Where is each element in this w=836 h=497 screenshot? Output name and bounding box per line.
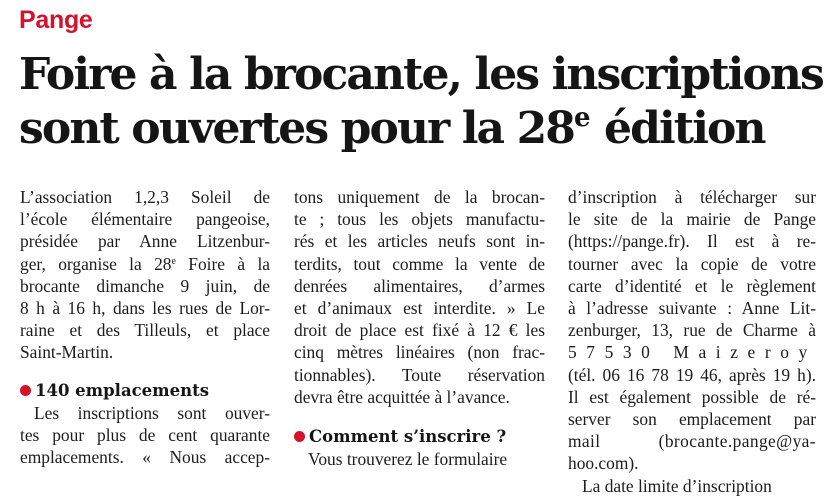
- body-line: d’inscription à télécharger sur: [568, 187, 816, 207]
- red-bullet-icon: [294, 431, 305, 442]
- body-line: te ; tous les objets manufactu-: [294, 209, 545, 230]
- body-line: terdits, tout comme la vente de: [294, 253, 545, 274]
- body-line: brocante dimanche 9 juin, de: [20, 275, 270, 296]
- article-column-2: [294, 186, 545, 470]
- red-bullet-icon: [20, 385, 31, 396]
- body-line: server son emplacement par: [568, 409, 816, 430]
- body-line: tourner avec la copie de votre: [568, 253, 816, 274]
- body-line: (tél. 06 16 78 19 46, après 19 h).: [568, 364, 816, 385]
- subheading-text: Comment s’inscrire ?: [309, 427, 507, 447]
- body-line: hoo.com).: [568, 453, 639, 474]
- headline-line-2-end: édition: [590, 103, 765, 154]
- subheading-text: 140 emplacements: [35, 380, 210, 400]
- body-line: rés et les articles neufs sont in-: [294, 231, 545, 252]
- body-line: Il est également possible de ré-: [568, 386, 816, 407]
- body-line: Les inscriptions sont ouver-: [34, 402, 270, 423]
- ordinal-suffix: e: [171, 255, 176, 267]
- body-line: droit de place est fixé à 12 € les: [294, 320, 545, 341]
- body-line: raine et des Tilleuls, et place: [20, 320, 270, 341]
- body-line: et d’animaux est interdite. » Le: [294, 298, 545, 319]
- body-line: [20, 253, 270, 275]
- body-text: ger, organise la 28: [20, 253, 172, 274]
- body-line: Saint-Martin.: [20, 342, 114, 363]
- body-line: carte d’identité et le règlement: [568, 275, 816, 296]
- subheading: [20, 380, 270, 402]
- body-line: devra être acquittée à l’avance.: [294, 386, 510, 407]
- section-kicker: Pange: [19, 6, 93, 34]
- headline-ordinal-suffix: e: [574, 103, 591, 133]
- subheading: [294, 426, 545, 448]
- body-line: tionnables). Toute réservation: [294, 364, 545, 385]
- body-line: tons uniquement de la brocan-: [294, 187, 545, 207]
- article-column-3: [568, 186, 816, 497]
- body-line: 8 h à 16 h, dans les rues de Lor-: [20, 298, 270, 319]
- body-line: L’association 1,2,3 Soleil de: [20, 187, 270, 207]
- body-line: (https://pange.fr). Il est à re-: [568, 231, 816, 252]
- headline-line-2: [19, 102, 829, 156]
- body-line: tes pour plus de cent quarante: [20, 424, 270, 445]
- headline-line-2-text: sont ouvertes pour la 28: [19, 103, 575, 154]
- body-line: cinq mètres linéaires (non frac-: [294, 342, 545, 363]
- body-line: à l’adresse suivante : Anne Lit-: [568, 298, 816, 319]
- body-text: Foire à la: [175, 253, 270, 274]
- body-line: denrées alimentaires, d’armes: [294, 275, 545, 296]
- body-line: emplacements. « Nous accep-: [20, 447, 270, 468]
- body-line: Vous trouverez le formulaire: [308, 449, 508, 470]
- article-column-1: [20, 186, 270, 468]
- body-line: zenburger, 13, rue de Charme à: [568, 320, 816, 341]
- body-line: mail (brocante.pange@ya-: [568, 431, 816, 452]
- body-line: le site de la mairie de Pange: [568, 209, 816, 230]
- body-line: 57530 Maizeroy: [568, 342, 817, 363]
- body-line: l’école élémentaire pangeoise,: [20, 209, 270, 230]
- article-headline: [19, 48, 829, 156]
- body-line: La date limite d’inscription: [582, 475, 772, 496]
- body-line: présidée par Anne Litzenbur-: [20, 231, 270, 252]
- headline-line-1: Foire à la brocante, les inscriptions: [19, 49, 823, 100]
